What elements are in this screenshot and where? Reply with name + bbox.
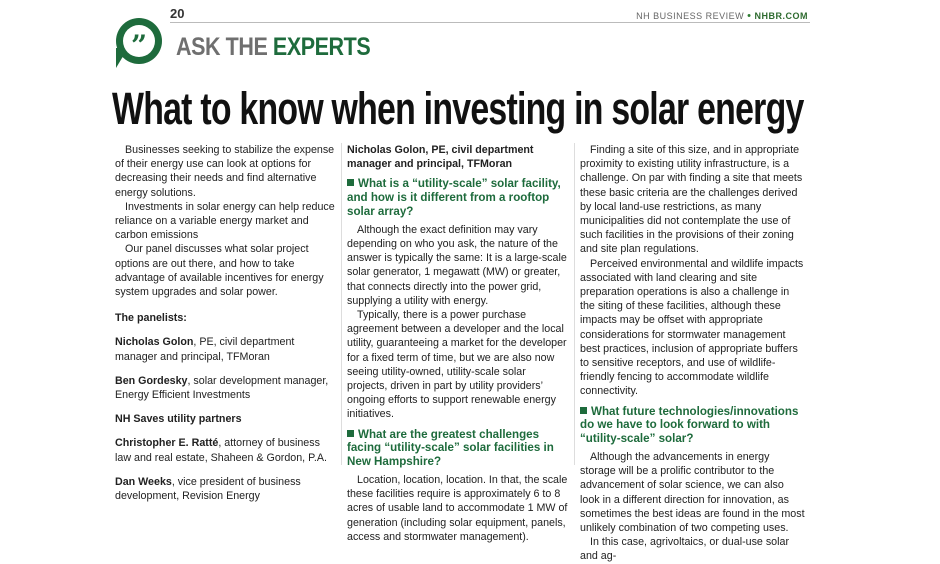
panelist-entry <box>115 335 337 363</box>
publication-name: NH BUSINESS REVIEW <box>636 11 745 21</box>
answer-paragraph: Typically, there is a power purchase agreement between a developer and the local utility, guaranteeing a market for the developer for a fixed term of time, but we are also now seeing utility-owned, utility-scale solar projects, driven in part by utility providers’ ongoing efforts to support renewable energy initiatives. <box>347 309 567 421</box>
question-text: What is a “utility-scale” solar facility, and how is it different from a rooftop solar array? <box>347 177 561 218</box>
column-3 <box>580 143 806 564</box>
square-bullet-icon <box>580 407 587 414</box>
body-paragraph: Finding a site of this size, and in appropriate proximity to existing utility infrastructure, is a challenge. On par with finding a site that meets these basic criteria are the challenges derived by local land-use restrictions, as many municipalities did not contemplate the use of such facilities in the provisions of their zoning and site plan regulations. <box>580 144 803 256</box>
article-headline: What to know when investing in solar energy <box>112 83 804 134</box>
intro-paragraph: Our panel discusses what solar project options are out there, and how to take advantage of available incentives for energy system upgrades and solar power. <box>115 243 324 299</box>
panelist-desc: , attorney of business law and real estate, Shaheen & Gordon, P.A. <box>115 437 327 464</box>
header-rule <box>170 22 810 23</box>
quote-glyph: ” <box>130 29 148 62</box>
section-prefix: ASK THE <box>176 33 273 61</box>
panelist-name: Nicholas Golon <box>115 336 194 349</box>
publication-header <box>636 10 808 22</box>
panelist-desc: , PE, civil department manager and principal, TFMoran <box>115 336 295 363</box>
speaker-byline: Nicholas Golon, PE, civil department manager and principal, TFMoran <box>347 144 534 171</box>
question-heading <box>347 428 569 469</box>
panelist-name: Christopher E. Ratté <box>115 437 219 450</box>
panelist-name: Ben Gordesky <box>115 374 188 387</box>
quote-icon <box>123 25 155 62</box>
question-heading <box>580 405 806 446</box>
section-title <box>176 33 370 62</box>
column-1 <box>115 143 337 503</box>
answer-paragraph: Location, location, location. In that, the scale these facilities require is approximately 6 to 8 acres of usable land to accommodate 1 MW of generation (including solar equipment, panels, access and stormwater management). <box>347 474 568 543</box>
publication-site[interactable]: NHBR.COM <box>754 11 808 21</box>
section-label: EXPERTS <box>272 33 371 61</box>
question-text: What future technologies/innovations do we have to look forward to with “utility-scale” solar? <box>580 404 799 446</box>
page-number: 20 <box>170 6 185 21</box>
panelist-desc: , vice president of business development, Revision Energy <box>115 475 301 503</box>
body-paragraph: Perceived environmental and wildlife impacts associated with land clearing and site preparation operations is also a challenge in the siting of these facilities, although these impacts may be offset with appropriate considerations for stormwater management best practices, inclusion of appropriate buffers to sensitive receptors, and use of wildlife-friendly fencing to accommodate wildlife connectivity. <box>580 257 804 398</box>
panelist-entry <box>115 436 337 464</box>
panelist-entry <box>115 374 337 402</box>
intro-paragraph: Businesses seeking to stabilize the expense of their energy use can look at options for decreasing their needs and find alternative energy solutions. <box>115 144 335 199</box>
panelist-name: Dan Weeks <box>115 475 172 488</box>
question-heading <box>347 177 569 218</box>
column-2 <box>347 143 569 544</box>
column-divider <box>574 143 575 465</box>
square-bullet-icon <box>347 430 354 437</box>
panelist-desc: , solar development manager, Energy Efficient Investments <box>115 374 329 402</box>
separator-dot: • <box>747 10 752 22</box>
partners-heading: NH Saves utility partners <box>115 413 242 426</box>
intro-paragraph: Investments in solar energy can help reduce reliance on a variable energy market and carbon emissions <box>115 200 335 242</box>
answer-paragraph: In this case, agrivoltaics, or dual-use solar and ag- <box>580 536 789 563</box>
answer-paragraph: Although the advancements in energy storage will be a prolific contributor to the advancement of solar science, we can also look in a different direction for innovation, as sometimes the best ideas are found in the most unlikely combination of two competing uses. <box>580 451 805 535</box>
column-divider <box>341 143 342 465</box>
question-text: What are the greatest challenges facing “utility-scale” solar facilities in New Hampshire? <box>347 427 554 469</box>
square-bullet-icon <box>347 179 354 186</box>
answer-paragraph: Although the exact definition may vary depending on who you ask, the nature of the answer is typically the same: It is a large-scale solar generator, 1 megawatt (MW) or greater, that connects directly into the power grid, supplying a utility with energy. <box>347 223 567 307</box>
panelist-entry <box>115 475 337 503</box>
panelists-heading: The panelists: <box>115 312 187 325</box>
